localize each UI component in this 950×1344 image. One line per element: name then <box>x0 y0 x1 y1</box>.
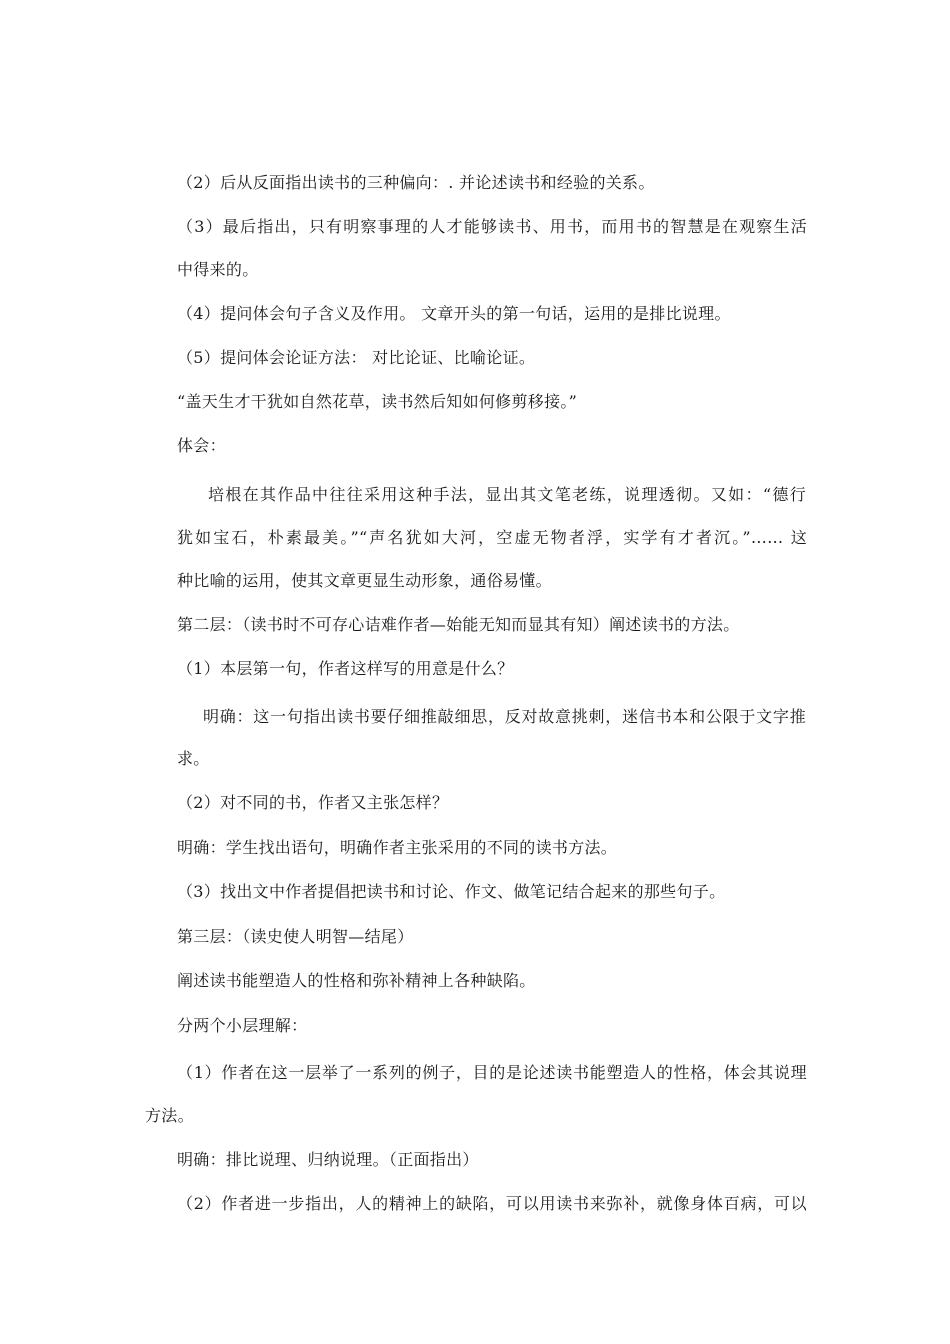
text-line-15: （2）对不同的书，作者又主张怎样？ <box>177 793 449 812</box>
text-line-22: 方法。 <box>145 1106 194 1125</box>
text-line-21: （1）作者在这一层举了一系列的例子，目的是论述读书能塑造人的性格，体会其说理 <box>177 1063 807 1082</box>
text-line-17: （3）找出文中作者提倡把读书和讨论、作文、做笔记结合起来的那些句子。 <box>177 882 726 901</box>
text-line-16: 明确：学生找出语句，明确作者主张采用的不同的读书方法。 <box>177 838 618 857</box>
text-line-4: （4）提问体会句子含义及作用。 文章开头的第一句话，运用的是排比说理。 <box>177 304 731 323</box>
text-line-8: 培根在其作品中往往采用这种手法，显出其文笔老练，说理透彻。又如：“德行 <box>208 485 806 504</box>
text-line-2: （3）最后指出，只有明察事理的人才能够读书、用书，而用书的智慧是在观察生活 <box>177 217 807 236</box>
text-line-10: 种比喻的运用，使其文章更显生动形象，通俗易懂。 <box>177 571 552 590</box>
text-line-6: “盖天生才干犹如自然花草，读书然后知如何修剪移接。” <box>177 392 578 411</box>
text-line-9: 犹如宝石，朴素最美。”“声名犹如大河，空虚无物者浮，实学有才者沉。”…… 这 <box>177 528 807 547</box>
text-line-12: （1）本层第一句，作者这样写的用意是什么？ <box>177 659 514 678</box>
text-line-3: 中得来的。 <box>177 260 259 279</box>
text-line-20: 分两个小层理解： <box>177 1016 308 1035</box>
text-line-5: （5）提问体会论证方法： 对比论证、比喻论证。 <box>177 348 536 367</box>
text-line-13: 明确：这一句指出读书要仔细推敲细思，反对故意挑刺，迷信书本和公限于文字推 <box>203 707 806 726</box>
text-line-7: 体会： <box>177 436 226 455</box>
text-line-18: 第三层：（读史使人明智—结尾） <box>177 927 414 946</box>
text-line-1: （2）后从反面指出读书的三种偏向：. 并论述读书和经验的关系。 <box>177 173 655 192</box>
text-line-19: 阐述读书能塑造人的性格和弥补精神上各种缺陷。 <box>177 971 536 990</box>
text-line-14: 求。 <box>177 749 210 768</box>
text-line-23: 明确：排比说理、归纳说理。（正面指出） <box>177 1150 479 1169</box>
text-line-24: （2）作者进一步指出，人的精神上的缺陷，可以用读书来弥补，就像身体百病，可以 <box>177 1194 807 1213</box>
text-line-11: 第二层：（读书时不可存心诘难作者—始能无知而显其有知）阐述读书的方法。 <box>177 615 740 634</box>
